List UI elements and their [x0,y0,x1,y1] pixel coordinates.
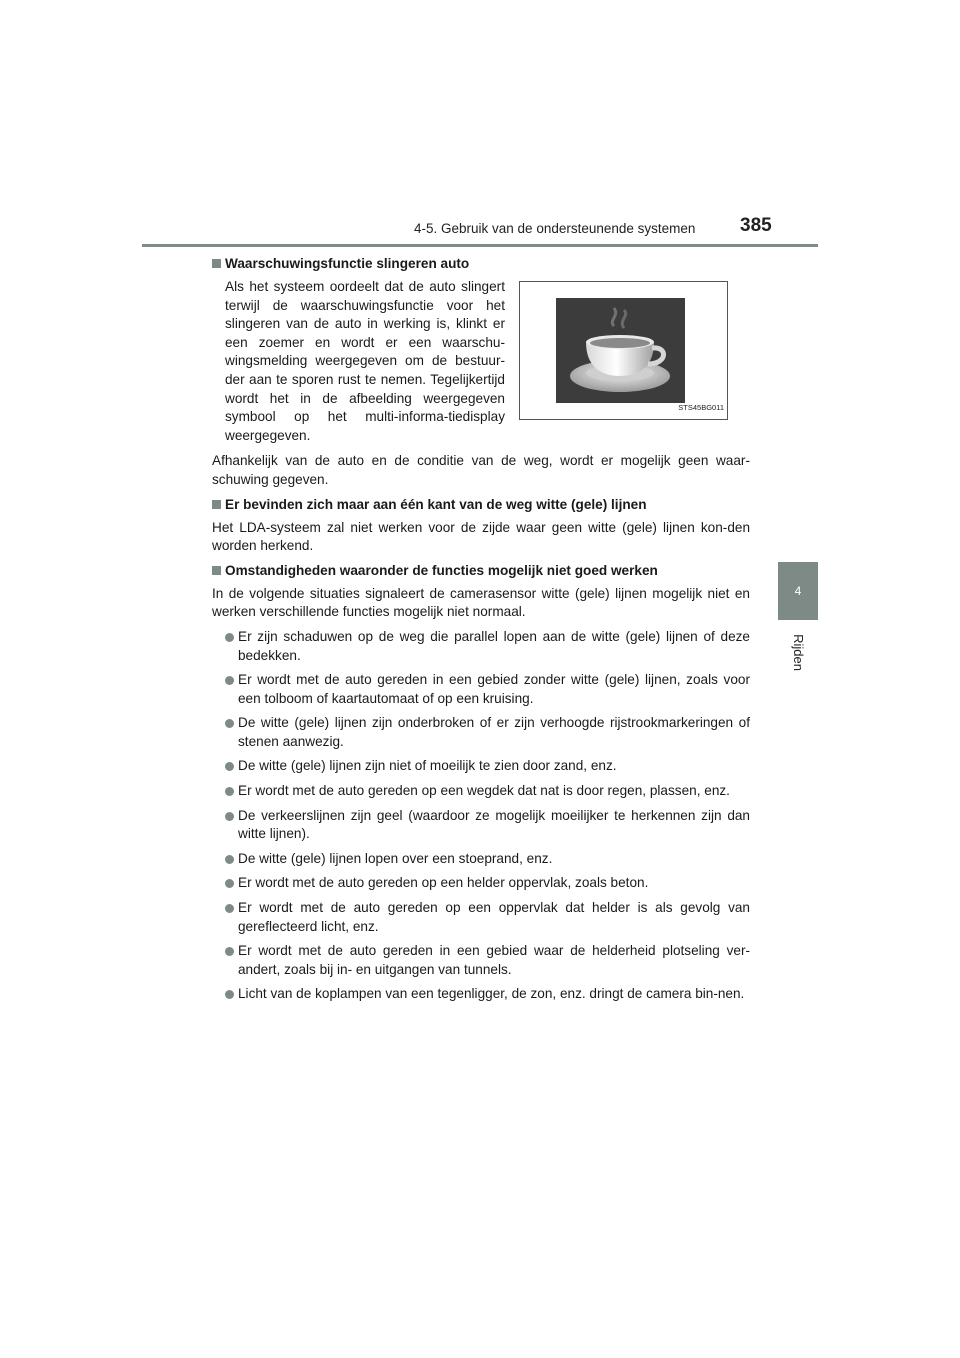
bullet-dot-icon [225,762,234,771]
bullet-dot-icon [225,904,234,913]
list-item [225,807,750,844]
list-item [225,850,750,869]
header-rule [142,244,818,247]
list-item [225,942,750,979]
square-bullet-icon [212,566,221,575]
list-item-text: De witte (gele) lijnen zijn niet of moeilijk te zien door zand, enz. [238,758,617,774]
list-item-text: Licht van de koplampen van een tegenligger, de zon, enz. dringt de camera bin-nen. [238,986,745,1002]
header-title: 4-5. Gebruik van de ondersteunende systemen [414,221,696,236]
list-item [225,985,750,1004]
list-item-text: De witte (gele) lijnen zijn onderbroken of er zijn verhoogde rijstrookmarkeringen of stenen aanwezig. [238,715,750,749]
figure-row [225,278,750,445]
display-screen [556,298,685,403]
bullet-dot-icon [225,855,234,864]
list-item [225,782,750,801]
section-heading [212,561,750,580]
chapter-number: 4 [794,584,802,598]
list-item-text: De verkeerslijnen zijn geel (waardoor ze mogelijk moeilijker te herkennen zijn dan witte lijnen). [238,807,750,842]
list-item-text: Er wordt met de auto gereden op een oppervlak dat helder is als gevolg van gereflecteerd licht, enz. [238,900,750,934]
section-heading [212,254,750,273]
bullet-dot-icon [225,633,234,642]
figure-code: STS45BG011 [678,403,724,413]
chapter-label [778,622,818,682]
list-item [225,628,750,665]
bullet-dot-icon [225,879,234,888]
figure-description: Als het systeem oordeelt dat de auto slingert terwijl de waarschuwingsfunctie voor het slingeren van de auto in werking is, klinkt er een zoemer en wordt er een waarschu-wingsmelding weergegeven om de bestuur-der aan te sporen rust te nemen. Tegelijkertijd wordt het in de afbeelding weergegeven symbool op het multi-informa-tiedisplay weergegeven. [225,279,505,443]
chapter-label-text: Rijden [790,633,806,671]
section-text: Afhankelijk van de auto en de conditie van de weg, wordt er mogelijk geen waar-schuwing gegeven. [212,453,750,487]
list-item [225,671,750,708]
bullet-dot-icon [225,719,234,728]
list-item [225,899,750,936]
section-text: Het LDA-systeem zal niet werken voor de zijde waar geen witte (gele) lijnen kon-den worden herkend. [212,519,750,554]
bullet-dot-icon [225,676,234,685]
list-item [225,714,750,751]
section-text: In de volgende situaties signaleert de camerasensor witte (gele) lijnen mogelijk niet en werken verschillende functies mogelijk niet normaal. [212,585,750,620]
bullet-dot-icon [225,787,234,796]
bullet-dot-icon [225,947,234,956]
square-bullet-icon [212,500,221,509]
list-item-text: Er wordt met de auto gereden op een wegdek dat nat is door regen, plassen, enz. [238,783,730,799]
figure [519,281,728,420]
list-item [225,874,750,893]
page-content [212,254,750,1010]
page-number: 385 [740,215,772,236]
section-heading [212,495,750,514]
section-heading-text: Er bevinden zich maar aan één kant van de weg witte (gele) lijnen [225,496,647,512]
list-item-text: Er wordt met de auto gereden op een helder oppervlak, zoals beton. [238,875,649,891]
list-item [225,757,750,776]
section-heading-text: Omstandigheden waaronder de functies mogelijk niet goed werken [225,562,658,578]
chapter-tab [778,562,818,620]
list-item-text: Er wordt met de auto gereden in een gebied zonder witte (gele) lijnen, zoals voor een tolboom of kaartautomaat of op een kruising. [238,672,750,706]
list-item-text: De witte (gele) lijnen lopen over een stoeprand, enz. [238,850,553,866]
list-item-text: Er zijn schaduwen op de weg die parallel lopen aan de witte (gele) lijnen of deze bedekken. [238,628,750,663]
section-heading-text: Waarschuwingsfunctie slingeren auto [225,256,470,271]
square-bullet-icon [212,259,221,268]
list-item-text: Er wordt met de auto gereden in een gebied waar de helderheid plotseling ver-andert, zoals bij in- en uitgangen van tunnels. [238,943,750,977]
coffee-cup-icon [556,298,685,403]
bullet-dot-icon [225,812,234,821]
bullet-dot-icon [225,990,234,999]
